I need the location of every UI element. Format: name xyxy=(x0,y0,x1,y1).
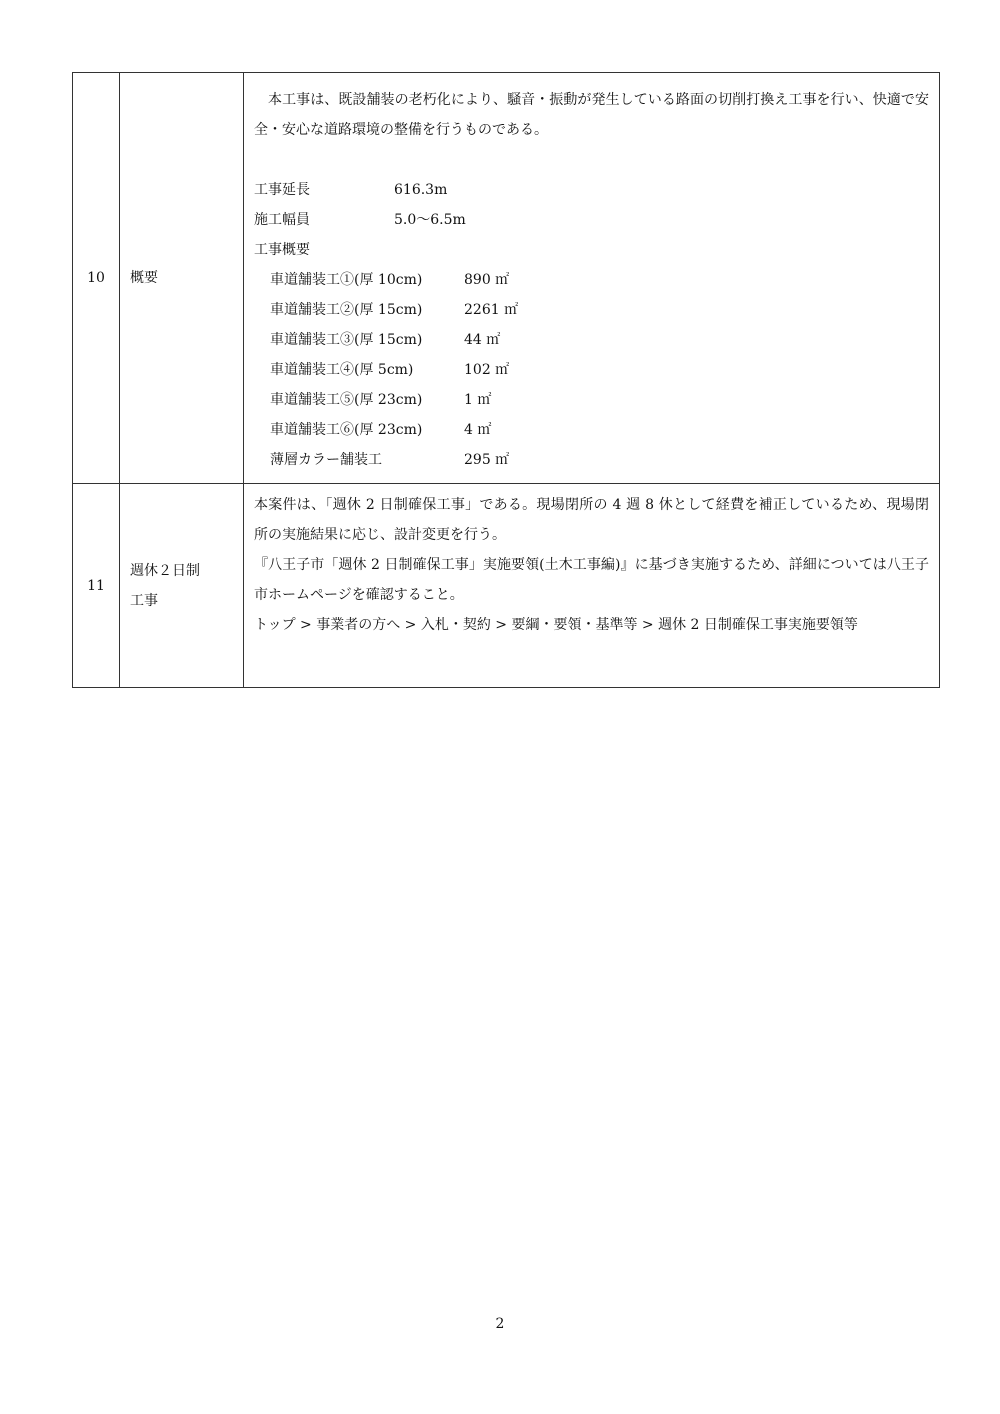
page-number: 2 xyxy=(495,1316,505,1332)
width-label: 施工幅員 xyxy=(254,212,310,228)
length-value: 616.3m xyxy=(394,182,448,198)
length-line xyxy=(254,175,929,205)
row-label xyxy=(120,73,244,484)
row-body xyxy=(244,73,940,484)
list-item xyxy=(254,445,929,475)
row-body xyxy=(244,484,940,688)
list-item xyxy=(254,415,929,445)
row-label xyxy=(120,484,244,688)
item-name: 車道舗装工③(厚 15cm) xyxy=(270,332,423,348)
length-label: 工事延長 xyxy=(254,182,310,198)
work-item-list xyxy=(254,265,929,475)
item-name: 車道舗装工①(厚 10cm) xyxy=(270,272,423,288)
spec-table xyxy=(72,72,940,688)
list-item xyxy=(254,325,929,355)
table-row xyxy=(73,73,940,484)
guideline-paragraph: 『八王子市「週休 2 日制確保工事」実施要領(土木工事編)』に基づき実施するため、詳細については八王子市ホームページを確認すること。 xyxy=(254,557,929,603)
item-name: 車道舗装工⑥(厚 23cm) xyxy=(270,422,423,438)
item-value: 295 ㎡ xyxy=(464,452,510,468)
item-name: 車道舗装工⑤(厚 23cm) xyxy=(270,392,423,408)
summary-label: 工事概要 xyxy=(254,242,310,258)
label-line: 工事 xyxy=(130,592,158,609)
label-line: 概要 xyxy=(130,270,158,286)
item-value: 44 ㎡ xyxy=(464,332,501,348)
label-line: 週休２日制 xyxy=(130,562,200,579)
item-value: 2261 ㎡ xyxy=(464,302,519,318)
item-value: 1 ㎡ xyxy=(464,392,492,408)
item-name: 車道舗装工②(厚 15cm) xyxy=(270,302,423,318)
notice-paragraph: 本案件は、「週休 2 日制確保工事」である。現場閉所の 4 週 8 休として経費を補正しているため、現場閉所の実施結果に応じ、設計変更を行う。 xyxy=(254,497,929,543)
list-item xyxy=(254,295,929,325)
item-name: 車道舗装工④(厚 5cm) xyxy=(270,362,414,378)
item-name: 薄層カラー舗装工 xyxy=(270,452,382,468)
table-row xyxy=(73,484,940,688)
website-path: トップ > 事業者の方へ > 入札・契約 > 要綱・要領・基準等 > 週休 2 日制確保工事実施要領等 xyxy=(254,617,858,633)
width-line xyxy=(254,205,929,235)
list-item xyxy=(254,385,929,415)
list-item xyxy=(254,265,929,295)
list-item xyxy=(254,355,929,385)
item-value: 890 ㎡ xyxy=(464,272,510,288)
row-number: 11 xyxy=(73,484,120,688)
row-number: 10 xyxy=(73,73,120,484)
width-value: 5.0～6.5m xyxy=(394,212,466,228)
overview-text: 本工事は、既設舗装の老朽化により、騒音・振動が発生している路面の切削打換え工事を行い、快適で安全・安心な道路環境の整備を行うものである。 xyxy=(254,92,929,138)
item-value: 102 ㎡ xyxy=(464,362,510,378)
item-value: 4 ㎡ xyxy=(464,422,492,438)
